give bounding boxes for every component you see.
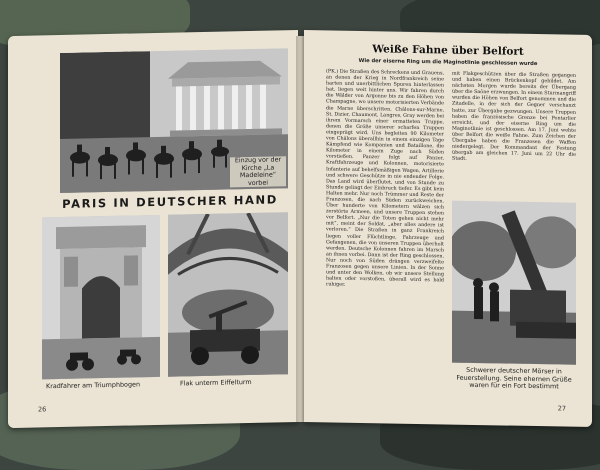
right-page [304, 30, 592, 427]
arc-illustration [42, 215, 160, 379]
open-booklet [8, 30, 592, 422]
article-column-1: (PK.) Die Straßen des Schreckens und Grauens, an denen der Krieg in Nordfrankreich seine harten und unerbittlichen Spuren hinterlassen hat, liegen weit hinter uns. Wir fahren durch die Wälder von Argonne bis zu den Höhen von Champagne, wo unsere motorisierten Verbände die Marne überschritten. Châlons-sur-Marne, St. Dizier, Chaumont, Langres, Gray werden bei ihrem Vormarsch einer ermatteten Truppe, denen die Größe unserer scharfen Truppen eingeprägt wird. Uns begleiten 90 Kilometer von Châlons überallhin in einem einzigen Tage Kämpfend wie Kompanien und Bataillone, die Kilometer in einem Zuge nach Süden vorstießen. Panzer folgt auf Panzer, Kraftfahrzeuge und Kolonnen, motorisierte Infanterie auf behelfsmäßigen Wagen, Artillerie und schwere Geschütze in nie endender Folge. Das Land wird überflutet, und von Stunde zu Stunde gelingt der Einbruch tiefer. Es gibt kein Halten mehr. Nur noch Trümmer und Reste der Franzosen, die nach Süden zurückweichen. Über hunderte von Kilometern wälzen sich zerstörte Armeen, und unsere Truppen stehen vor Belfort. „Nur die Toten gehen nicht mehr mit“, meint der Soldat, „aber alles andere ist verloren.“ Die Straßen in ganz Frankreich liegen voller Flüchtlinge, Fahrzeuge und Gefangenen, die von unseren Truppen überholt werden. Deutsche Kolonnen fahren im Marsch an ihnen vorbei. Dann ist der Ring geschlossen. Nur noch von Süden drängen verzweifelte Franzosen gegen unsere Linien. In der Sonne und unter den Wolken, ob wir unsere Stellung halten oder vorstoßen, überall wird es bald ruhiger. [326, 68, 444, 289]
mortar-illustration [452, 201, 576, 365]
page-headline: PARIS IN DEUTSCHER HAND [62, 192, 278, 211]
article-title: Weiße Fahne über Belfort [372, 43, 524, 58]
caption-madeleine-parade: Einzug vor der Kirche „La Madeleine“ vorbei [230, 156, 286, 187]
photo-arc-de-triomphe [42, 215, 160, 379]
article-subtitle: Wie der eiserne Ring um die Maginotlinie geschlossen wurde [358, 57, 538, 68]
page-number-right: 27 [557, 404, 566, 413]
caption-eiffel-flak: Flak unterm Eiffelturm [180, 377, 252, 388]
caption-heavy-mortar: Schwerer deutscher Mörser in Feuerstellung. Seine ehernen Grüße waren für ein Fort bestimmt [456, 365, 572, 391]
left-page [8, 30, 298, 428]
caption-arc-de-triomphe: Kradfahrer am Triumphbogen [46, 380, 141, 391]
page-number-left: 26 [38, 405, 47, 414]
eiffel-illustration [168, 212, 288, 377]
article-column-2: mit Flakgeschützen über die Straßen gegangen und haben einen Brückenkopf gebildet. Am nächsten Morgen wurde bereits der Übergang über die Saône erzwungen. In einem Sturmangriff wurden die Höhen von Belfort genommen und die Zitadelle, in der sich der Gegner verschanzt hatte, zur Übergabe gezwungen. Unsere Truppen haben die französische Grenze bei Pontarlier erreicht, und der eiserne Ring um die Maginotlinie ist geschlossen. Am 17. Juni wehte über Belfort die weiße Fahne. Zum Zeichen der Übergabe haben die Franzosen die Waffen niedergelegt. Der Kommandant der Festung übergab am gleichen 17. Juni um 22 Uhr die Stadt. [452, 70, 576, 163]
photo-heavy-mortar [452, 201, 576, 365]
photo-eiffel-flak [168, 212, 288, 377]
